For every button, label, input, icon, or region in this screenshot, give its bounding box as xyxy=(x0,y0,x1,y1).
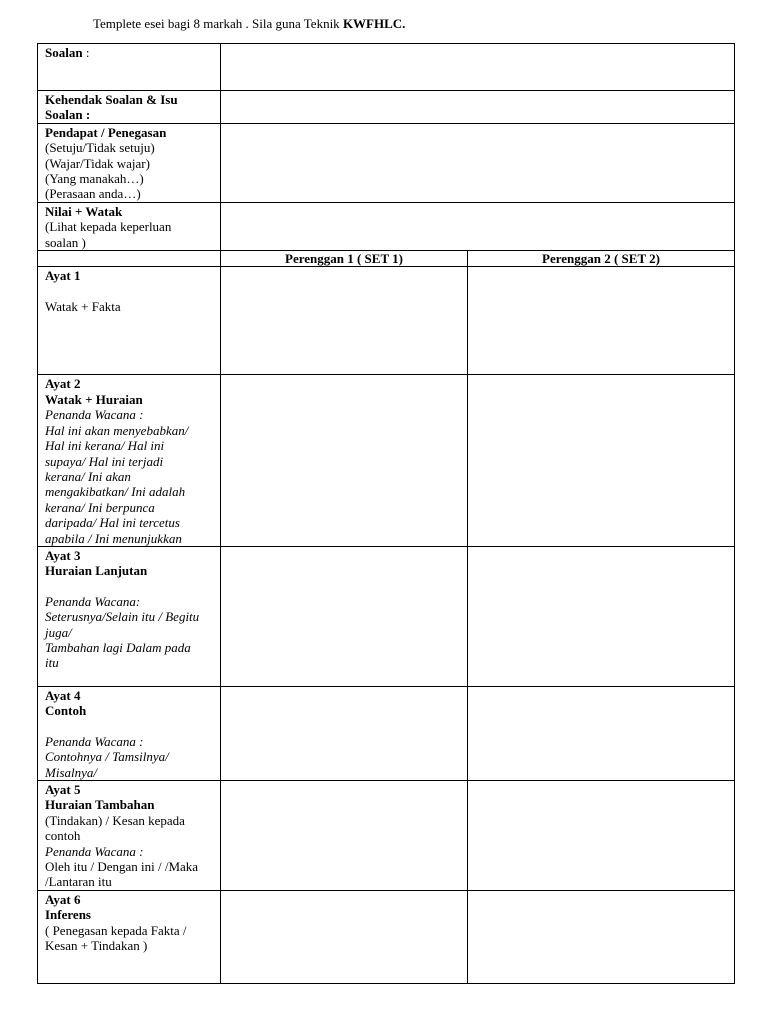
row-note: (Setuju/Tidak setuju) xyxy=(45,140,155,156)
page-title xyxy=(93,16,405,32)
line-gap xyxy=(45,284,220,299)
table-header-row xyxy=(38,251,735,267)
table-row-ayat-5 xyxy=(38,780,735,890)
row-heading: Huraian Lanjutan xyxy=(45,563,148,579)
row-note: Watak + Fakta xyxy=(45,298,121,314)
discourse-marker-text: mengakibatkan/ Ini adalah xyxy=(45,484,186,500)
row-heading: Contoh xyxy=(45,703,87,719)
row-heading: Ayat 3 xyxy=(45,547,81,563)
discourse-marker-text: Penanda Wacana: xyxy=(45,593,141,609)
answer-cell-set-1[interactable] xyxy=(221,546,468,686)
technique-name: KWFHLC. xyxy=(342,16,406,31)
answer-cell-set-1[interactable] xyxy=(221,780,468,890)
discourse-marker-text: kerana/ Ini akan xyxy=(45,468,131,484)
row-label xyxy=(38,780,221,890)
row-label xyxy=(38,267,221,375)
table-row-ayat-1 xyxy=(38,267,735,375)
row-heading: Inferens xyxy=(45,907,91,923)
column-header-perenggan-2: Perenggan 2 ( SET 2) xyxy=(468,251,735,267)
row-heading: Kehendak Soalan & Isu xyxy=(45,92,178,107)
row-note: contoh xyxy=(45,828,81,844)
row-heading: Ayat 1 xyxy=(45,268,81,284)
discourse-marker-text: apabila / Ini menunjukkan xyxy=(45,530,182,546)
row-note: ( Penegasan kepada Fakta / xyxy=(45,922,187,938)
header-blank-cell xyxy=(38,251,221,267)
discourse-marker-text: Penanda Wacana : xyxy=(45,407,144,423)
discourse-marker-text: juga/ xyxy=(45,624,72,640)
line-gap xyxy=(45,719,220,734)
essay-template-table xyxy=(37,43,735,984)
row-note: soalan ) xyxy=(45,234,86,250)
table-row-ayat-4 xyxy=(38,686,735,780)
discourse-marker-text: Misalnya/ xyxy=(45,764,97,780)
table-row-kehendak-soalan xyxy=(38,91,735,124)
answer-cell[interactable] xyxy=(221,44,735,91)
discourse-marker-text: Hal ini kerana/ Hal ini xyxy=(45,438,165,454)
row-note: (Perasaan anda…) xyxy=(45,186,141,202)
row-heading: Watak + Huraian xyxy=(45,391,143,407)
discourse-marker-text: Penanda Wacana : xyxy=(45,733,144,749)
row-heading: Nilai + Watak xyxy=(45,203,123,219)
discourse-marker-text: Seterusnya/Selain itu / Begitu xyxy=(45,609,200,625)
answer-cell-set-2[interactable] xyxy=(468,546,735,686)
label-colon: : xyxy=(82,45,90,60)
table-row-soalan xyxy=(38,44,735,91)
row-note: (Wajar/Tidak wajar) xyxy=(45,155,150,171)
row-heading: Ayat 2 xyxy=(45,376,81,392)
row-note: (Yang manakah…) xyxy=(45,171,144,187)
answer-cell[interactable] xyxy=(221,91,735,124)
answer-cell-set-2[interactable] xyxy=(468,890,735,983)
row-heading: Pendapat / Penegasan xyxy=(45,124,167,140)
row-heading: Ayat 5 xyxy=(45,781,81,797)
answer-cell-set-2[interactable] xyxy=(468,686,735,780)
row-note: /Lantaran itu xyxy=(45,874,112,890)
discourse-marker-text: Contohnya / Tamsilnya/ xyxy=(45,749,169,765)
discourse-marker-text: daripada/ Hal ini tercetus xyxy=(45,515,180,531)
discourse-marker-text: Hal ini akan menyebabkan/ xyxy=(45,422,189,438)
answer-cell-set-1[interactable] xyxy=(221,267,468,375)
row-heading: Huraian Tambahan xyxy=(45,797,155,813)
answer-cell[interactable] xyxy=(221,202,735,250)
table-row-nilai-watak xyxy=(38,202,735,250)
answer-cell-set-1[interactable] xyxy=(221,686,468,780)
discourse-marker-text: itu xyxy=(45,655,59,671)
row-heading: Ayat 6 xyxy=(45,891,81,907)
table-row-ayat-6 xyxy=(38,890,735,983)
discourse-marker-text: kerana/ Ini berpunca xyxy=(45,499,155,515)
table-row-ayat-3 xyxy=(38,546,735,686)
answer-cell-set-1[interactable] xyxy=(221,375,468,546)
row-label xyxy=(38,686,221,780)
row-label xyxy=(38,375,221,546)
row-label xyxy=(38,546,221,686)
answer-cell[interactable] xyxy=(221,123,735,202)
title-text: Templete esei bagi 8 markah . Sila guna Teknik xyxy=(93,16,343,31)
row-label xyxy=(38,890,221,983)
answer-cell-set-1[interactable] xyxy=(221,890,468,983)
answer-cell-set-2[interactable] xyxy=(468,267,735,375)
discourse-marker-text: Tambahan lagi Dalam pada xyxy=(45,639,191,655)
row-note: Oleh itu / Dengan ini / /Maka xyxy=(45,859,199,874)
table-row-ayat-2 xyxy=(38,375,735,546)
row-note: Kesan + Tindakan ) xyxy=(45,938,148,954)
row-note: (Tindakan) / Kesan kepada xyxy=(45,812,185,828)
row-heading: Soalan : xyxy=(45,107,91,123)
row-heading: Soalan xyxy=(45,45,83,60)
answer-cell-set-2[interactable] xyxy=(468,780,735,890)
discourse-marker-text: supaya/ Hal ini terjadi xyxy=(45,453,164,469)
answer-cell-set-2[interactable] xyxy=(468,375,735,546)
table-row-pendapat xyxy=(38,123,735,202)
row-label xyxy=(38,91,221,124)
row-label xyxy=(38,44,221,91)
row-label xyxy=(38,123,221,202)
discourse-marker-text: Penanda Wacana : xyxy=(45,843,144,859)
row-note: (Lihat kepada keperluan xyxy=(45,219,172,235)
row-label xyxy=(38,202,221,250)
row-heading: Ayat 4 xyxy=(45,687,81,703)
column-header-perenggan-1: Perenggan 1 ( SET 1) xyxy=(221,251,468,267)
line-gap xyxy=(45,579,220,594)
